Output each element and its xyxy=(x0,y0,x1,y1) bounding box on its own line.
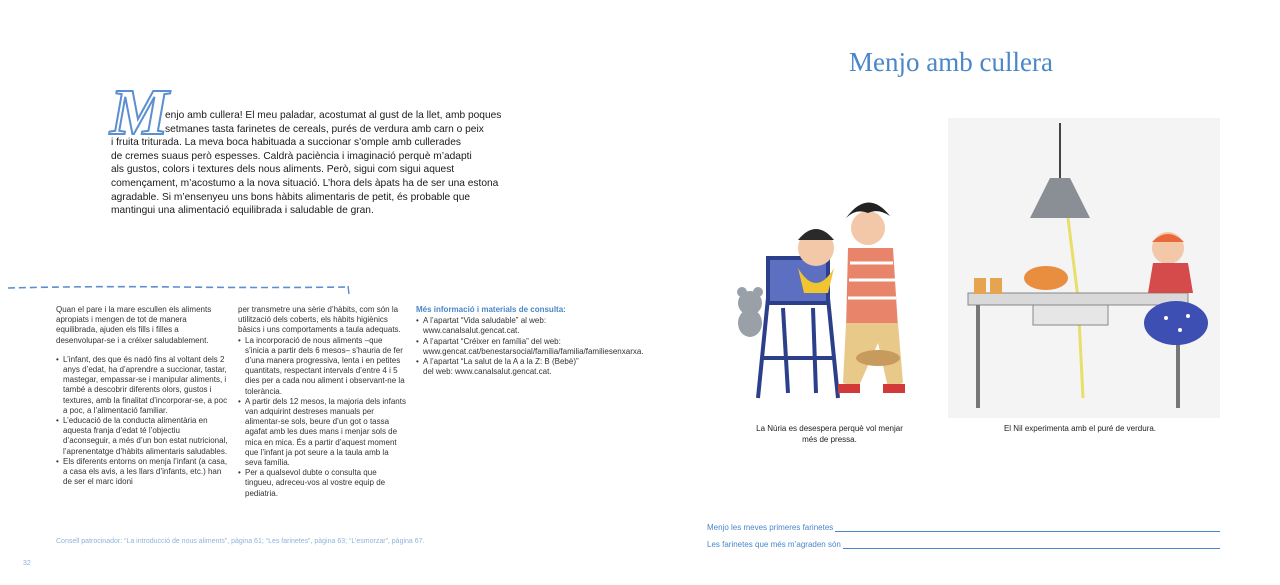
list-item: • La incorporació de nous aliments –que s’inicia a partir dels 6 mesos– s’hauria de fer d’una manera progressiva, lenta i en petites quantitats, respectant intervals d’entre 4 i 5 dies per a cada nou aliment i observant-ne la tolerància. xyxy=(238,336,406,397)
list-item: • L’infant, des que és nadó fins al voltant dels 2 anys d’edat, ha d’aprendre a succionar, tastar, mastegar, empassar-se i manipular aliments, i també a descobrir diferents olors, gustos i textures, amb la finalitat d’incorporar-se, a poc a poc, a l’alimentació familiar. xyxy=(56,355,228,416)
bullet-list xyxy=(56,355,228,488)
illustration xyxy=(728,118,1220,418)
fill-in-line xyxy=(707,522,1220,532)
fill-in-line xyxy=(707,539,1220,549)
intro-line: mantingui una alimentació equilibrada i saludable de gran. xyxy=(111,205,374,217)
fill-in-rule[interactable] xyxy=(843,539,1220,549)
intro-line: de cremes suaus però espesses. Caldrà paciència i imaginació perquè m’adapti xyxy=(111,150,472,162)
bullet-list xyxy=(416,316,644,377)
list-item: • A l’apartat “Vida saludable” al web: www.canalsalut.gencat.cat. xyxy=(416,316,586,336)
dashed-divider xyxy=(8,284,352,296)
bullet-list xyxy=(238,336,406,499)
text-column-3 xyxy=(416,305,644,377)
footnote: Consell patrocinador: “La introducció de nous aliments”, pàgina 61; “Les farinetes”, pàgina 63; “L’esmorzar”, pàgina 67. xyxy=(56,538,425,545)
list-item: • A partir dels 12 mesos, la majoria dels infants van adquirint destreses manuals per alimentar-se sols, beure d’un got o tassa agafat amb les dues mans i menjar sols de mica en mica. És a partir d’aquest moment que l’infant ja pot seure a la taula amb la seva família. xyxy=(238,397,406,468)
intro-line: agradable. Si m’ensenyeu uns bons hàbits alimentaris de petit, és probable que xyxy=(111,191,471,203)
list-item: • A l’apartat “La salut de la A a la Z: B (Bebè)” del web: www.canalsalut.gencat.cat. xyxy=(416,357,586,377)
caption-nuria: La Núria es desespera perquè vol menjar més de pressa. xyxy=(756,424,903,444)
intro-line: començament, m’acostumo a la nova situació. L’hora dels àpats ha de ser una estona xyxy=(111,177,499,189)
intro-line: setmanes tasta farinetes de cereals, purés de verdura amb carn o peix xyxy=(165,123,484,135)
intro-paragraph xyxy=(111,109,521,218)
intro-line: als gustos, colors i textures dels nous aliments. Però, sigui com sigui aquest xyxy=(111,164,455,176)
intro-line: i fruita triturada. La meva boca habituada a succionar s’omple amb cullerades xyxy=(111,137,461,149)
more-info-heading: Més informació i materials de consulta: xyxy=(416,305,566,314)
text-column-2 xyxy=(238,305,406,499)
list-item: • L’educació de la conducta alimentària en aquesta franja d’edat té l’objectiu d’aconseguir, a més d’un bon estat nutricional, l’aprenentatge d’hàbits alimentaris saludables. xyxy=(56,416,228,457)
fill-in-label: Les farinetes que més m’agraden són xyxy=(707,540,841,549)
intro-line: enjo amb cullera! El meu paladar, acostumat al gust de la llet, amb poques xyxy=(165,110,502,121)
text-column-1 xyxy=(56,305,228,487)
fill-in-label: Menjo les meves primeres farinetes xyxy=(707,523,834,532)
column-intro: Quan el pare i la mare escullen els aliments apropiats i mengen de tot de manera equilibrada, ajuden els fills i filles a desenvolupar-se i a créixer saludablement. xyxy=(56,305,212,345)
column-continuation: per transmetre una sèrie d’hàbits, com són la utilització dels coberts, els hàbits higiènics bàsics i uns comportaments a taula adequats. xyxy=(238,305,401,335)
page-title: Menjo amb cullera xyxy=(849,47,1053,77)
list-item: • Per a qualsevol dubte o consulta que tingueu, adreceu-vos al vostre equip de pediatria. xyxy=(238,468,406,499)
fill-in-rule[interactable] xyxy=(835,522,1220,532)
list-item: • Els diferents entorns on menja l’infant (a casa, a casa els avis, a les llars d’infants, etc.) han de ser el marc idoni xyxy=(56,457,228,488)
page-number: 32 xyxy=(23,560,31,567)
dropcap-letter: M xyxy=(110,76,169,149)
caption-nil: El Nil experimenta amb el puré de verdura. xyxy=(1003,424,1157,433)
list-item: • A l’apartat “Créixer en família” del web: www.gencat.cat/benestarsocial/familia/familia/familiesenxarxa. xyxy=(416,337,586,357)
